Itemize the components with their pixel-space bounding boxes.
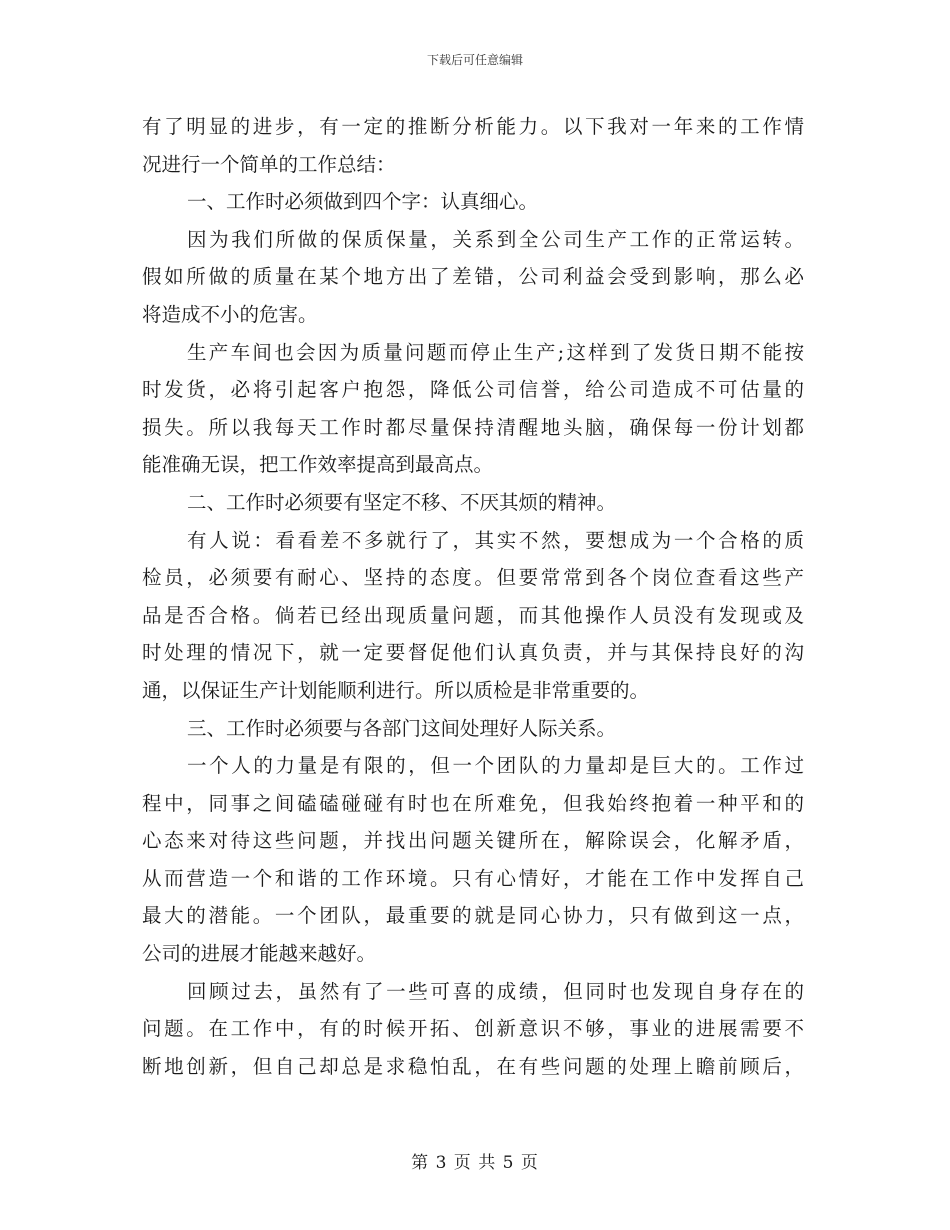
section-heading: 二、工作时必须要有坚定不移、不厌其烦的精神。 [187, 490, 617, 514]
text-line: 心态来对待这些问题，并找出问题关键所在，解除误会，化解矛盾， [142, 829, 804, 853]
text-line: 因为我们所做的保质保量，关系到全公司生产工作的正常运转。 [187, 227, 804, 251]
text-line: 品是否合格。倘若已经出现质量问题，而其他操作人员没有发现或及 [142, 603, 804, 627]
text-line: 检员，必须要有耐心、坚持的态度。但要常常到各个岗位查看这些产 [142, 566, 804, 590]
text-line: 损失。所以我每天工作时都尽量保持清醒地头脑，确保每一份计划都 [142, 415, 804, 439]
text-line: 况进行一个简单的工作总结： [142, 152, 396, 176]
text-line: 通，以保证生产计划能顺利进行。所以质检是非常重要的。 [142, 678, 650, 702]
page-header: 下载后可任意编辑 [426, 53, 523, 67]
text-line: 假如所做的质量在某个地方出了差错，公司利益会受到影响，那么必 [142, 265, 804, 289]
text-line: 将造成不小的危害。 [142, 302, 318, 326]
section-heading: 三、工作时必须要与各部门这间处理好人际关系。 [187, 716, 617, 740]
text-line: 能准确无误，把工作效率提高到最高点。 [142, 453, 494, 477]
text-line: 断地创新，但自己却总是求稳怕乱，在有些问题的处理上瞻前顾后， [142, 1054, 804, 1078]
text-line: 时发货，必将引起客户抱怨，降低公司信誉，给公司造成不可估量的 [142, 378, 804, 402]
text-line: 有了明显的进步，有一定的推断分析能力。以下我对一年来的工作情 [142, 115, 804, 138]
section-heading: 一、工作时必须做到四个字：认真细心。 [187, 190, 539, 214]
document-body [142, 108, 804, 1085]
page-number: 第 3 页 共 5 页 [411, 1153, 539, 1173]
text-line: 最大的潜能。一个团队，最重要的就是同心协力，只有做到这一点， [142, 904, 804, 928]
text-line: 有人说：看看差不多就行了，其实不然，要想成为一个合格的质 [187, 528, 804, 552]
text-line: 生产车间也会因为质量问题而停止生产;这样到了发货日期不能按 [187, 340, 804, 364]
text-line: 时处理的情况下，就一定要督促他们认真负责，并与其保持良好的沟 [142, 641, 804, 665]
text-line: 公司的进展才能越来越好。 [142, 942, 377, 966]
text-line: 回顾过去，虽然有了一些可喜的成绩，但同时也发现自身存在的 [187, 979, 804, 1003]
text-line: 问题。在工作中，有的时候开拓、创新意识不够，事业的进展需要不 [142, 1017, 804, 1041]
text-line: 从而营造一个和谐的工作环境。只有心情好，才能在工作中发挥自己 [142, 866, 804, 890]
text-line: 程中，同事之间磕磕碰碰有时也在所难免，但我始终抱着一种平和的 [142, 791, 804, 815]
text-line: 一个人的力量是有限的，但一个团队的力量却是巨大的。工作过 [187, 754, 804, 778]
